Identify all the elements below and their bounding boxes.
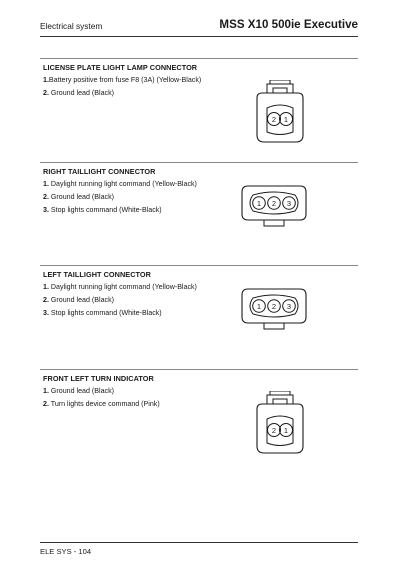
- pin-label: 1: [283, 114, 289, 124]
- section-divider: [40, 369, 358, 370]
- footer-divider: [40, 542, 358, 543]
- list-item: 1.Battery positive from fuse F8 (3A) (Yellow-Black): [43, 76, 202, 84]
- pin-label: 2: [271, 114, 277, 124]
- list-item: 3. Stop lights command (White-Black): [43, 309, 162, 317]
- list-item: 1. Daylight running light command (Yellow-Black): [43, 283, 197, 291]
- pin-label: 1: [283, 425, 289, 435]
- section-title: FRONT LEFT TURN INDICATOR: [43, 374, 154, 383]
- section-title: LICENSE PLATE LIGHT LAMP CONNECTOR: [43, 63, 198, 72]
- list-item: 2. Turn lights device command (Pink): [43, 400, 160, 408]
- page-header: [40, 16, 358, 38]
- pin-label: 1: [256, 198, 262, 208]
- pin-label: 3: [286, 198, 292, 208]
- three-pin-connector-diagram: [240, 180, 310, 230]
- pin-label: 1: [256, 301, 262, 311]
- pin-label: 2: [271, 198, 277, 208]
- header-divider: [40, 36, 358, 37]
- section-title: RIGHT TAILLIGHT CONNECTOR: [43, 167, 156, 176]
- model-title: MSS X10 500ie Executive: [219, 18, 358, 31]
- list-item: 2. Ground lead (Black): [43, 296, 114, 304]
- two-pin-connector-diagram: [253, 391, 307, 457]
- three-pin-connector-diagram: [240, 283, 310, 333]
- pin-label: 2: [271, 425, 277, 435]
- two-pin-connector-diagram: [253, 80, 307, 146]
- page-number: ELE SYS - 104: [40, 547, 92, 556]
- section-divider: [40, 162, 358, 163]
- section-title: LEFT TAILLIGHT CONNECTOR: [43, 270, 151, 279]
- chapter-title: Electrical system: [40, 21, 103, 31]
- pin-label: 2: [271, 301, 277, 311]
- section-divider: [40, 265, 358, 266]
- list-item: 1. Ground lead (Black): [43, 387, 114, 395]
- section-divider: [40, 58, 358, 59]
- list-item: 3. Stop lights command (White-Black): [43, 206, 162, 214]
- list-item: 2. Ground lead (Black): [43, 193, 114, 201]
- list-item: 1. Daylight running light command (Yellow-Black): [43, 180, 197, 188]
- list-item: 2. Ground lead (Black): [43, 89, 114, 97]
- pin-label: 3: [286, 301, 292, 311]
